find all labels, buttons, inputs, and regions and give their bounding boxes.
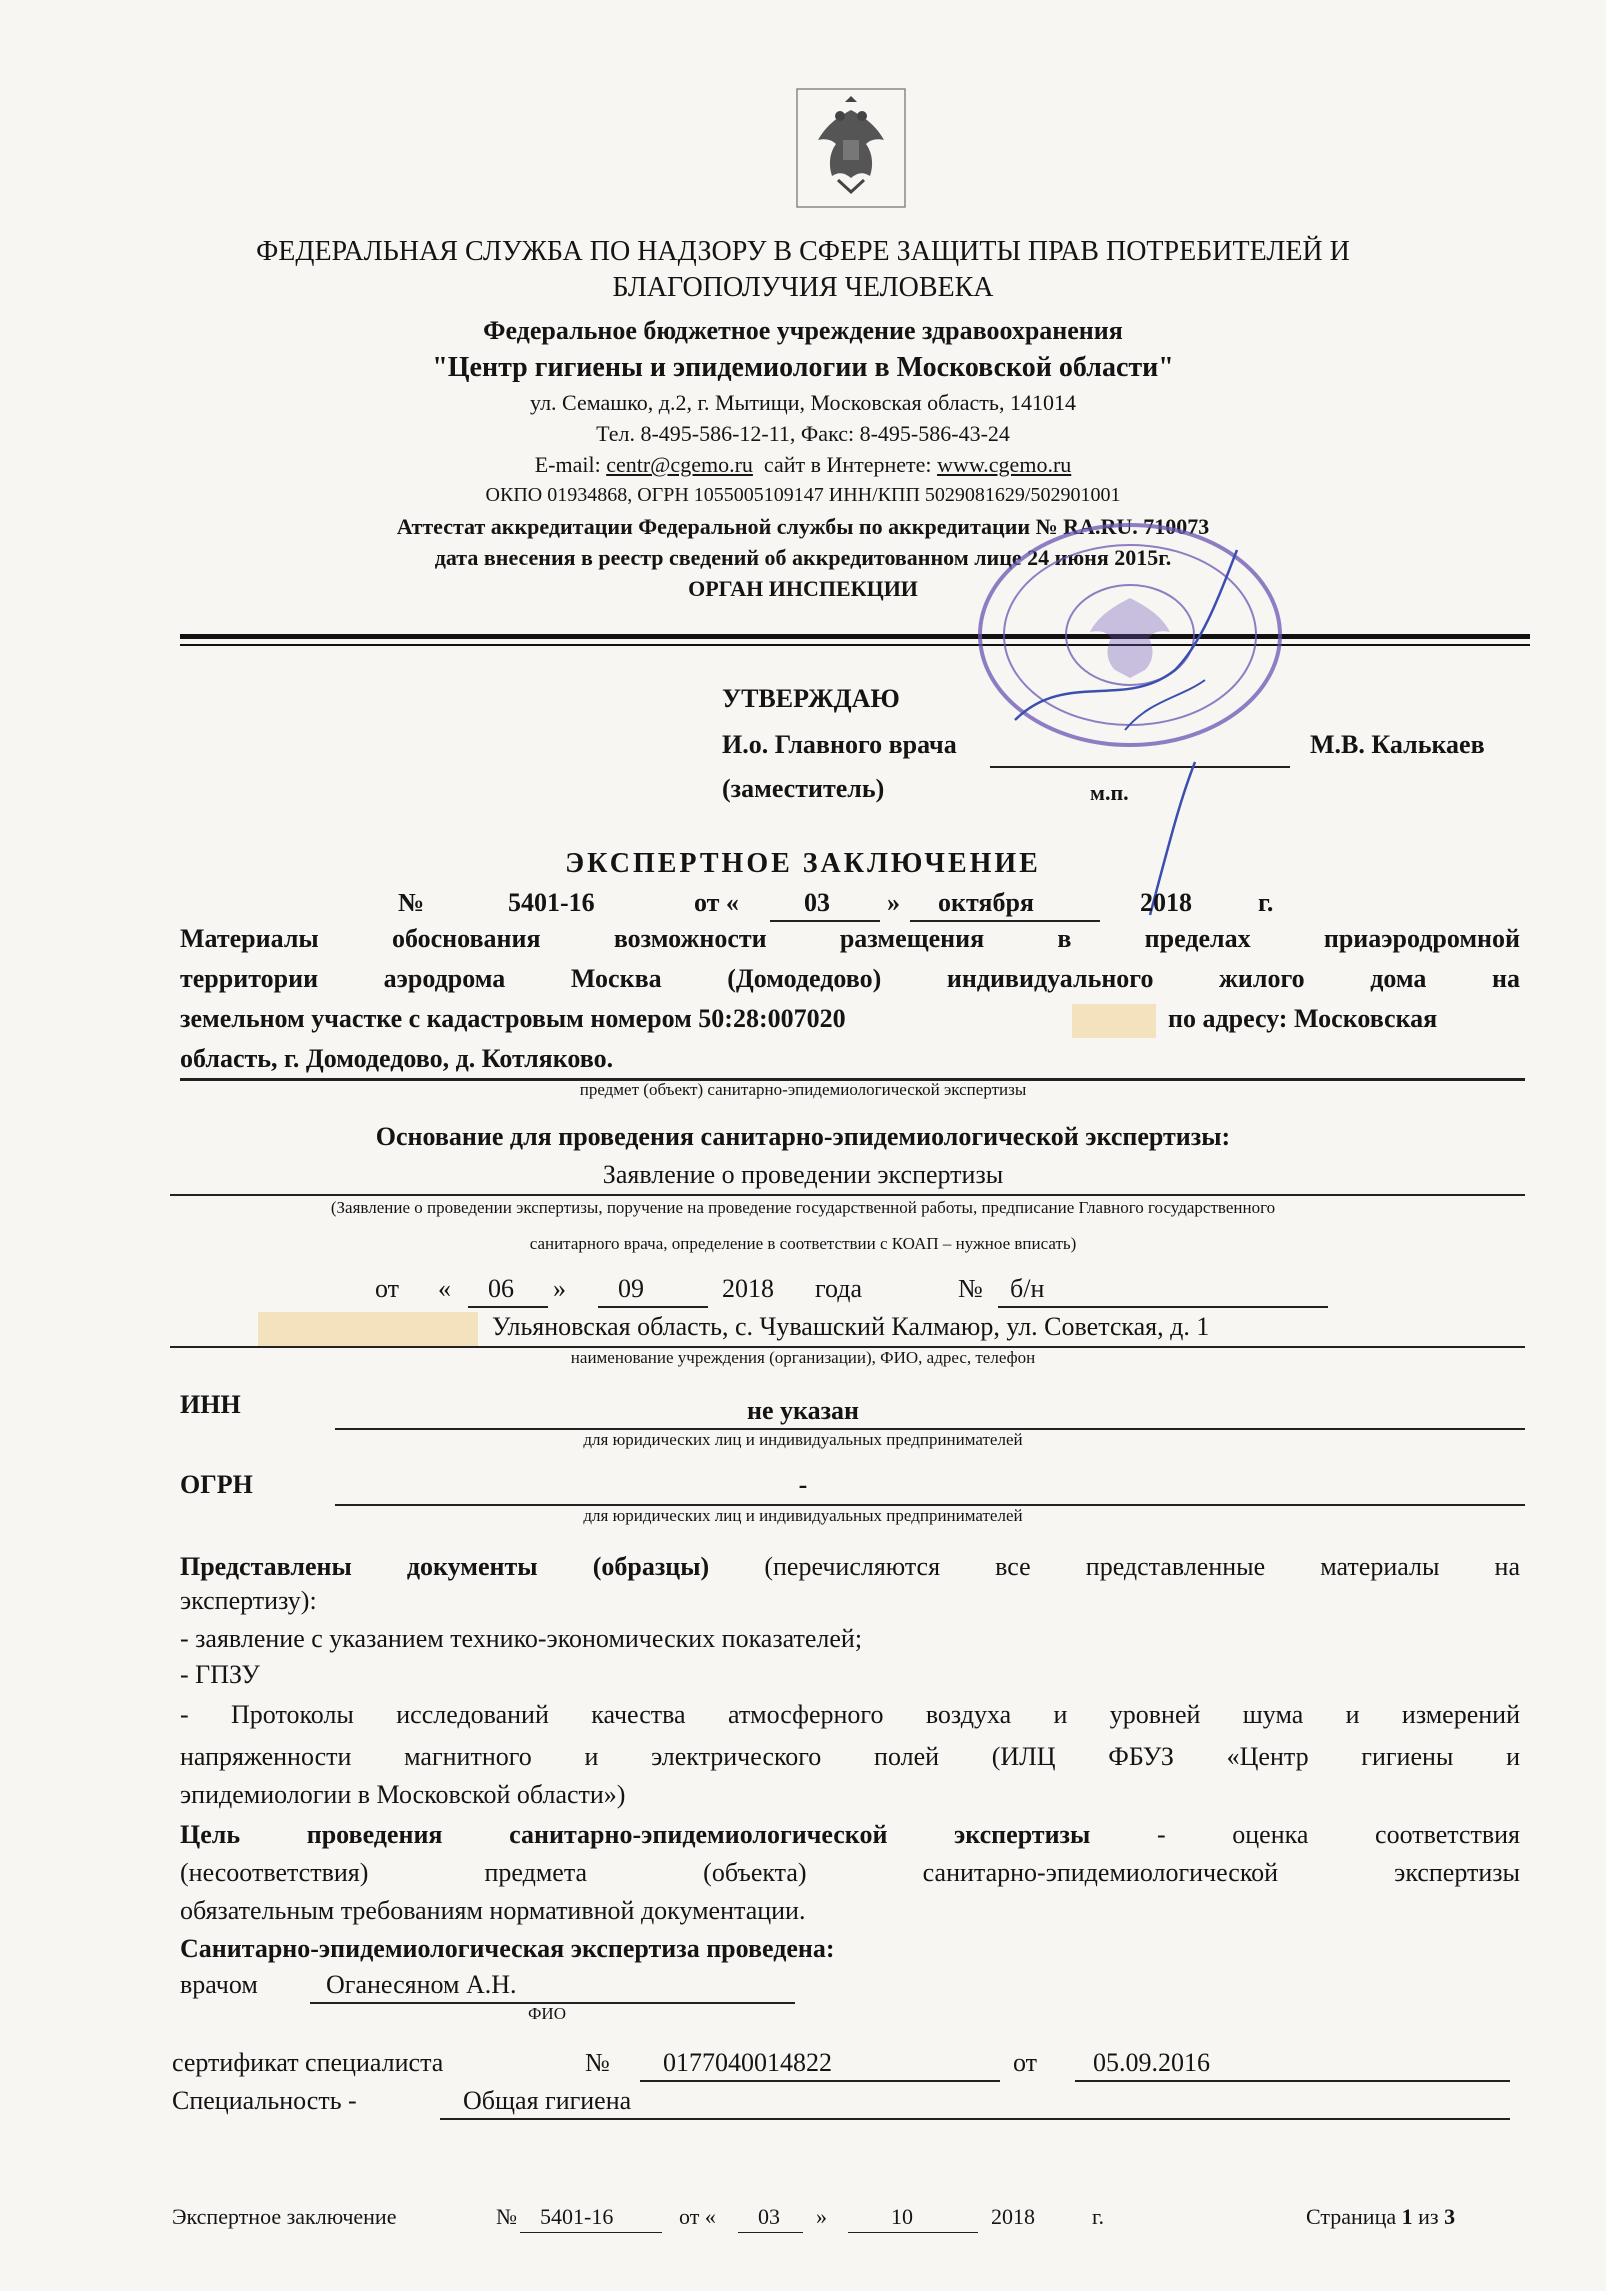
ogrn-label: ОГРН [180, 1470, 253, 1499]
basis-number: б/н [1010, 1274, 1045, 1303]
basis-caption-line1: (Заявление о проведении экспертизы, поручение на проведение государственной работы, предписание Главного государственного [330, 1198, 1276, 1217]
registry-date-line: дата внесения в реестр сведений об аккредитованном лице 24 июня 2015г. [434, 545, 1172, 570]
footer-day-underline [738, 2232, 803, 2233]
header-divider-thin [180, 644, 1530, 646]
basis-quote-close: » [553, 1274, 566, 1303]
footer-day: 03 [758, 2204, 780, 2229]
conclusion-number: 5401-16 [508, 888, 595, 917]
approver-name: М.В. Калькаев [1310, 730, 1485, 759]
cert-label: сертификат специалиста [172, 2048, 444, 2077]
specialty-label: Специальность - [172, 2086, 357, 2115]
header-divider-thick [180, 634, 1530, 639]
basis-quote-open: « [438, 1274, 451, 1303]
conclusion-month: октября [938, 888, 1035, 917]
basis-value: Заявление о проведении экспертизы [602, 1160, 1004, 1189]
documents-heading-line2: экспертизу): [180, 1586, 317, 1615]
conclusion-year-suffix: г. [1258, 888, 1274, 917]
footer-num-label: № [496, 2204, 517, 2229]
org-address: ул. Семашко, д.2, г. Мытищи, Московская область, 141014 [530, 390, 1076, 415]
footer-page [1306, 2204, 1455, 2230]
footer-year: 2018 [991, 2204, 1035, 2229]
footer-page-number: 1 [1401, 2204, 1413, 2229]
subject-line3b: по адресу: Московская [1168, 1004, 1438, 1033]
basis-number-underline [998, 1306, 1328, 1308]
cadastral-redaction [1072, 1004, 1156, 1038]
conclusion-month-underline [910, 920, 1100, 922]
documents-item2: - ГПЗУ [180, 1660, 260, 1689]
documents-item3-line3: эпидемиологии в Московской области») [180, 1780, 626, 1809]
specialty-value: Общая гигиена [463, 2086, 632, 2115]
basis-day: 06 [488, 1274, 514, 1303]
org-phone: Тел. 8-495-586-12-11, Факс: 8-495-586-43-24 [596, 421, 1010, 446]
conclusion-day: 03 [804, 888, 830, 917]
cert-date-underline [1075, 2080, 1510, 2082]
conclusion-num-label: № [398, 888, 425, 917]
goal-rest: - оценка соответствия [1156, 1820, 1520, 1849]
documents-heading-rest: (перечисляются все представленные материалы на [764, 1552, 1521, 1581]
footer-month: 10 [891, 2204, 913, 2229]
cert-number: 0177040014822 [663, 2048, 832, 2077]
ogrn-value: - [798, 1470, 808, 1499]
conclusion-from-open: от « [694, 888, 739, 917]
basis-month: 09 [618, 1274, 644, 1303]
subject-line1: Материалы обоснования возможности размещения в пределах приаэродромной [180, 924, 1520, 953]
subject-caption: предмет (объект) санитарно-эпидемиологической экспертизы [579, 1080, 1027, 1099]
doctor-label: врачом [180, 1970, 258, 1999]
doctor-caption: ФИО [528, 2004, 566, 2023]
documents-heading [180, 1552, 1520, 1582]
footer-page-label: Страница [1306, 2204, 1397, 2229]
conclusion-year: 2018 [1140, 888, 1192, 917]
basis-month-underline [598, 1306, 708, 1308]
cert-number-underline [640, 2080, 1000, 2082]
inn-caption: для юридических лиц и индивидуальных предпринимателей [583, 1430, 1023, 1449]
org-codes: ОКПО 01934868, ОГРН 1055005109147 ИНН/КПП 5029081629/502901001 [485, 484, 1121, 506]
basis-caption-line2: санитарного врача, определение в соответствии с КОАП – нужное вписать) [529, 1234, 1077, 1253]
doctor-name: Оганесяном А.Н. [326, 1970, 517, 1999]
basis-year-label: года [815, 1274, 863, 1303]
basis-num-label: № [958, 1274, 983, 1303]
inn-label: ИНН [180, 1390, 241, 1419]
ogrn-caption: для юридических лиц и индивидуальных предпринимателей [583, 1506, 1023, 1525]
footer-from-open: от « [679, 2204, 716, 2229]
basis-heading: Основание для проведения санитарно-эпидемиологической экспертизы: [375, 1122, 1231, 1151]
org-name-line2: "Центр гигиены и эпидемиологии в Московской области" [432, 352, 1174, 383]
basis-from-label: от [375, 1274, 400, 1303]
footer-year-suffix: г. [1092, 2204, 1105, 2229]
site-label: сайт в Интернете: [763, 452, 932, 477]
cert-from-label: от [1013, 2048, 1038, 2077]
documents-item1: - заявление с указанием технико-экономических показателей; [180, 1624, 863, 1653]
footer-page-total: 3 [1444, 2204, 1456, 2229]
documents-item3-line2: напряженности магнитного и электрического полей (ИЛЦ ФБУЗ «Центр гигиены и [180, 1742, 1520, 1771]
approver-deputy: (заместитель) [722, 774, 885, 803]
site-link[interactable]: www.cgemo.ru [937, 452, 1072, 477]
double-headed-eagle-emblem [796, 88, 906, 208]
specialty-underline [440, 2118, 1510, 2120]
email-label: E-mail: [534, 452, 601, 477]
footer-label: Экспертное заключение [172, 2204, 397, 2229]
footer-page-of: из [1418, 2204, 1439, 2229]
footer-number: 5401-16 [540, 2204, 614, 2229]
email-link[interactable]: centr@cgemo.ru [606, 452, 753, 477]
cert-num-label: № [585, 2048, 610, 2077]
documents-item3-line1: - Протоколы исследований качества атмосферного воздуха и уровней шума и измерений [180, 1700, 1520, 1729]
conclusion-from-close: » [887, 888, 900, 917]
approve-label: УТВЕРЖДАЮ [722, 684, 900, 713]
agency-name-line1: ФЕДЕРАЛЬНАЯ СЛУЖБА ПО НАДЗОРУ В СФЕРЕ ЗАЩИТЫ ПРАВ ПОТРЕБИТЕЛЕЙ И [256, 236, 1350, 267]
approver-position: И.о. Главного врача [722, 730, 957, 759]
goal-line3: обязательным требованиям нормативной документации. [180, 1896, 806, 1925]
subject-line3a: земельном участке с кадастровым номером 50:28:007020 [180, 1004, 846, 1033]
org-name-line1: Федеральное бюджетное учреждение здравоохранения [483, 316, 1123, 345]
basis-day-underline [468, 1306, 548, 1308]
agency-name-line2: БЛАГОПОЛУЧИЯ ЧЕЛОВЕКА [612, 272, 994, 303]
goal-bold: Цель проведения санитарно-эпидемиологической экспертизы [180, 1820, 1091, 1849]
applicant-address: Ульяновская область, с. Чувашский Калмаюр, ул. Советская, д. 1 [492, 1312, 1210, 1341]
inspection-body: ОРГАН ИНСПЕКЦИИ [688, 576, 918, 601]
footer-number-underline [520, 2232, 662, 2233]
performed-heading: Санитарно-эпидемиологическая экспертиза проведена: [180, 1934, 835, 1963]
seal-place-mark: м.п. [1090, 780, 1129, 805]
basis-year: 2018 [722, 1274, 774, 1303]
conclusion-day-underline [770, 920, 880, 922]
inn-value: не указан [746, 1396, 860, 1425]
basis-underline [170, 1194, 1525, 1196]
footer-from-close: » [816, 2204, 827, 2229]
footer-month-underline [848, 2232, 978, 2233]
subject-line2: территории аэродрома Москва (Домодедово) индивидуального жилого дома на [180, 964, 1520, 993]
documents-heading-bold: Представлены документы (образцы) [180, 1552, 710, 1581]
conclusion-title: ЭКСПЕРТНОЕ ЗАКЛЮЧЕНИЕ [565, 848, 1041, 879]
cert-date: 05.09.2016 [1093, 2048, 1210, 2077]
accreditation-line: Аттестат аккредитации Федеральной службы по аккредитации № RA.RU. 710073 [396, 514, 1210, 539]
org-contacts [0, 452, 1606, 478]
applicant-redaction [258, 1312, 478, 1346]
goal-line2: (несоответствия) предмета (объекта) санитарно-эпидемиологической экспертизы [180, 1858, 1520, 1887]
round-purple-seal [975, 520, 1285, 750]
subject-line4: область, г. Домодедово, д. Котляково. [180, 1044, 614, 1073]
goal-line1 [180, 1820, 1520, 1850]
applicant-caption: наименование учреждения (организации), ФИО, адрес, телефон [570, 1348, 1036, 1367]
